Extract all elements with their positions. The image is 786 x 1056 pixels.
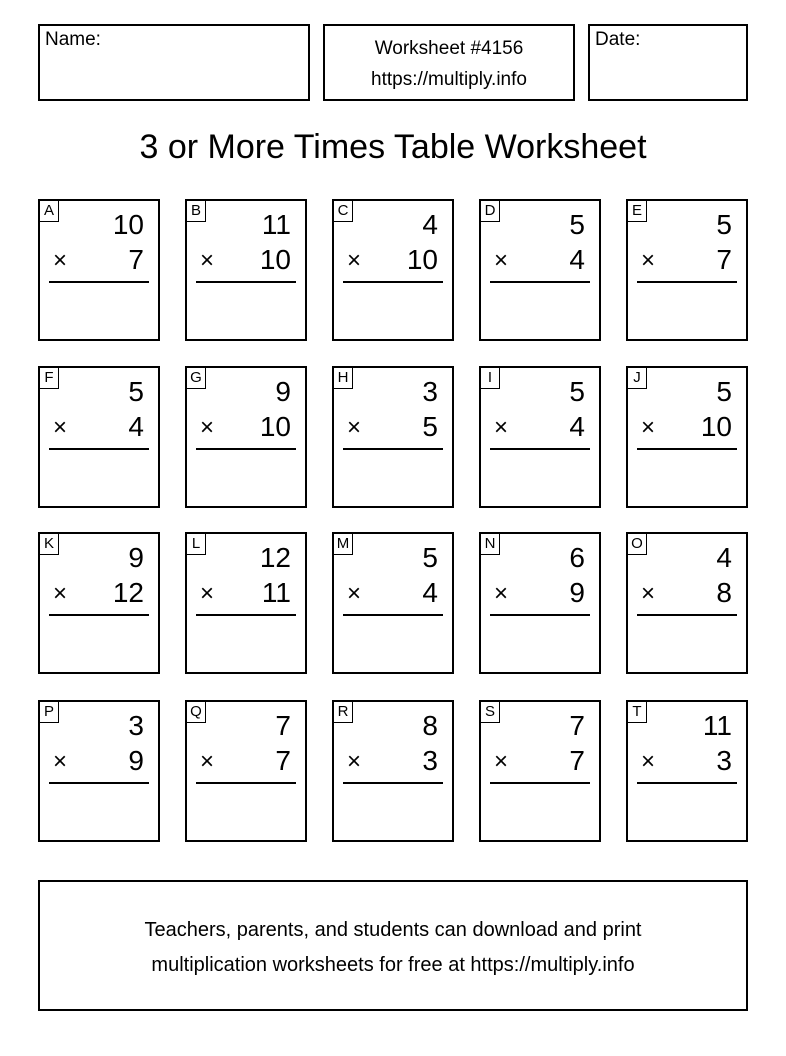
date-label: Date: (595, 29, 641, 50)
multiplier: 7 (569, 745, 585, 776)
answer-line (196, 448, 296, 450)
answer-space[interactable] (481, 285, 599, 339)
multiplicand: 5 (128, 376, 144, 407)
multiply-sign-icon: × (494, 247, 509, 274)
answer-space[interactable] (628, 452, 746, 506)
problem-card (332, 366, 454, 508)
problem-card (479, 366, 601, 508)
multiplier: 7 (716, 244, 732, 275)
multiplier: 10 (259, 244, 291, 275)
multiplier: 10 (700, 411, 732, 442)
multiplicand: 5 (422, 542, 438, 573)
problem-card (185, 532, 307, 674)
problem-card (332, 532, 454, 674)
multiplicand: 4 (422, 209, 438, 240)
problem-card (185, 199, 307, 341)
multiply-sign-icon: × (53, 748, 68, 775)
multiplicand: 12 (259, 542, 291, 573)
answer-space[interactable] (481, 786, 599, 840)
answer-space[interactable] (628, 786, 746, 840)
multiply-sign-icon: × (53, 247, 68, 274)
footer-line-1: Teachers, parents, and students can download and print (144, 919, 642, 941)
multiplicand: 11 (261, 209, 291, 240)
answer-line (196, 281, 296, 283)
name-label: Name: (45, 29, 101, 50)
problem-card (479, 199, 601, 341)
problem-letter: P (40, 702, 59, 723)
multiply-sign-icon: × (200, 247, 215, 274)
problem-letter: T (628, 702, 647, 723)
answer-line (49, 448, 149, 450)
multiply-sign-icon: × (641, 748, 656, 775)
problem-letter: O (628, 534, 647, 555)
multiply-sign-icon: × (494, 748, 509, 775)
multiplier: 7 (275, 745, 291, 776)
worksheet-info-box (323, 24, 575, 101)
multiplicand: 5 (569, 209, 585, 240)
problem-card (185, 366, 307, 508)
multiplier: 8 (716, 577, 732, 608)
multiplicand: 9 (275, 376, 291, 407)
multiplicand: 7 (569, 710, 585, 741)
problem-letter: N (481, 534, 500, 555)
multiplicand: 3 (422, 376, 438, 407)
problem-letter: G (187, 368, 206, 389)
multiplier: 4 (569, 411, 585, 442)
answer-line (637, 281, 737, 283)
problem-letter: Q (187, 702, 206, 723)
multiplicand: 4 (716, 542, 732, 573)
problem-letter: K (40, 534, 59, 555)
problem-letter: E (628, 201, 647, 222)
answer-space[interactable] (481, 452, 599, 506)
answer-space[interactable] (481, 618, 599, 672)
date-field[interactable] (588, 24, 748, 101)
answer-space[interactable] (334, 618, 452, 672)
multiplicand: 5 (716, 209, 732, 240)
problem-letter: F (40, 368, 59, 389)
answer-space[interactable] (40, 618, 158, 672)
answer-space[interactable] (334, 285, 452, 339)
answer-line (637, 614, 737, 616)
multiplicand: 5 (569, 376, 585, 407)
answer-line (343, 448, 443, 450)
multiplier: 9 (569, 577, 585, 608)
multiply-sign-icon: × (494, 414, 509, 441)
problem-letter: D (481, 201, 500, 222)
answer-space[interactable] (40, 452, 158, 506)
multiply-sign-icon: × (53, 414, 68, 441)
multiply-sign-icon: × (641, 580, 656, 607)
answer-line (490, 782, 590, 784)
multiplier: 3 (716, 745, 732, 776)
answer-space[interactable] (187, 618, 305, 672)
answer-line (49, 614, 149, 616)
problem-letter: L (187, 534, 206, 555)
answer-space[interactable] (187, 452, 305, 506)
problem-card (38, 532, 160, 674)
problem-letter: A (40, 201, 59, 222)
multiplier: 5 (422, 411, 438, 442)
problem-card (626, 700, 748, 842)
multiplicand: 3 (128, 710, 144, 741)
multiplicand: 10 (112, 209, 144, 240)
answer-space[interactable] (40, 786, 158, 840)
name-field[interactable] (38, 24, 310, 101)
multiply-sign-icon: × (347, 414, 362, 441)
answer-line (343, 782, 443, 784)
multiplier: 7 (128, 244, 144, 275)
answer-line (196, 614, 296, 616)
problem-card (626, 532, 748, 674)
problem-card (479, 532, 601, 674)
multiply-sign-icon: × (200, 414, 215, 441)
page-title: 3 or More Times Table Worksheet (139, 128, 647, 166)
answer-line (343, 281, 443, 283)
multiplier: 4 (422, 577, 438, 608)
multiplicand: 6 (569, 542, 585, 573)
multiplier: 4 (569, 244, 585, 275)
problem-card (38, 199, 160, 341)
answer-line (49, 281, 149, 283)
multiplicand: 11 (702, 710, 732, 741)
answer-line (343, 614, 443, 616)
answer-space[interactable] (334, 452, 452, 506)
answer-space[interactable] (187, 285, 305, 339)
answer-line (637, 448, 737, 450)
multiplicand: 8 (422, 710, 438, 741)
problem-letter: B (187, 201, 206, 222)
answer-line (49, 782, 149, 784)
problem-card (38, 366, 160, 508)
multiplier: 11 (261, 577, 291, 608)
problem-letter: H (334, 368, 353, 389)
problem-letter: R (334, 702, 353, 723)
multiply-sign-icon: × (200, 580, 215, 607)
multiply-sign-icon: × (641, 247, 656, 274)
worksheet-url: https://multiply.info (371, 69, 527, 90)
problem-card (332, 700, 454, 842)
problem-card (185, 700, 307, 842)
problem-card (626, 199, 748, 341)
answer-space[interactable] (334, 786, 452, 840)
multiplicand: 5 (716, 376, 732, 407)
multiply-sign-icon: × (347, 748, 362, 775)
multiplier: 12 (112, 577, 144, 608)
multiplicand: 7 (275, 710, 291, 741)
problem-letter: M (334, 534, 353, 555)
multiplicand: 9 (128, 542, 144, 573)
problem-card (38, 700, 160, 842)
footer-line-2: multiplication worksheets for free at https://multiply.info (151, 954, 635, 976)
multiply-sign-icon: × (347, 247, 362, 274)
answer-line (637, 782, 737, 784)
answer-space[interactable] (628, 618, 746, 672)
multiply-sign-icon: × (494, 580, 509, 607)
answer-line (490, 448, 590, 450)
footer-box (38, 880, 748, 1011)
multiply-sign-icon: × (200, 748, 215, 775)
problem-card (626, 366, 748, 508)
answer-space[interactable] (628, 285, 746, 339)
answer-line (490, 281, 590, 283)
multiplier: 10 (259, 411, 291, 442)
multiply-sign-icon: × (641, 414, 656, 441)
problem-card (332, 199, 454, 341)
multiplier: 4 (128, 411, 144, 442)
answer-space[interactable] (40, 285, 158, 339)
multiply-sign-icon: × (53, 580, 68, 607)
worksheet-number: Worksheet #4156 (374, 38, 524, 59)
multiply-sign-icon: × (347, 580, 362, 607)
problem-card (479, 700, 601, 842)
answer-space[interactable] (187, 786, 305, 840)
problem-letter: J (628, 368, 647, 389)
problem-letter: I (481, 368, 500, 389)
multiplier: 10 (406, 244, 438, 275)
multiplier: 9 (128, 745, 144, 776)
answer-line (196, 782, 296, 784)
problem-letter: C (334, 201, 353, 222)
answer-line (490, 614, 590, 616)
problem-letter: S (481, 702, 500, 723)
multiplier: 3 (422, 745, 438, 776)
